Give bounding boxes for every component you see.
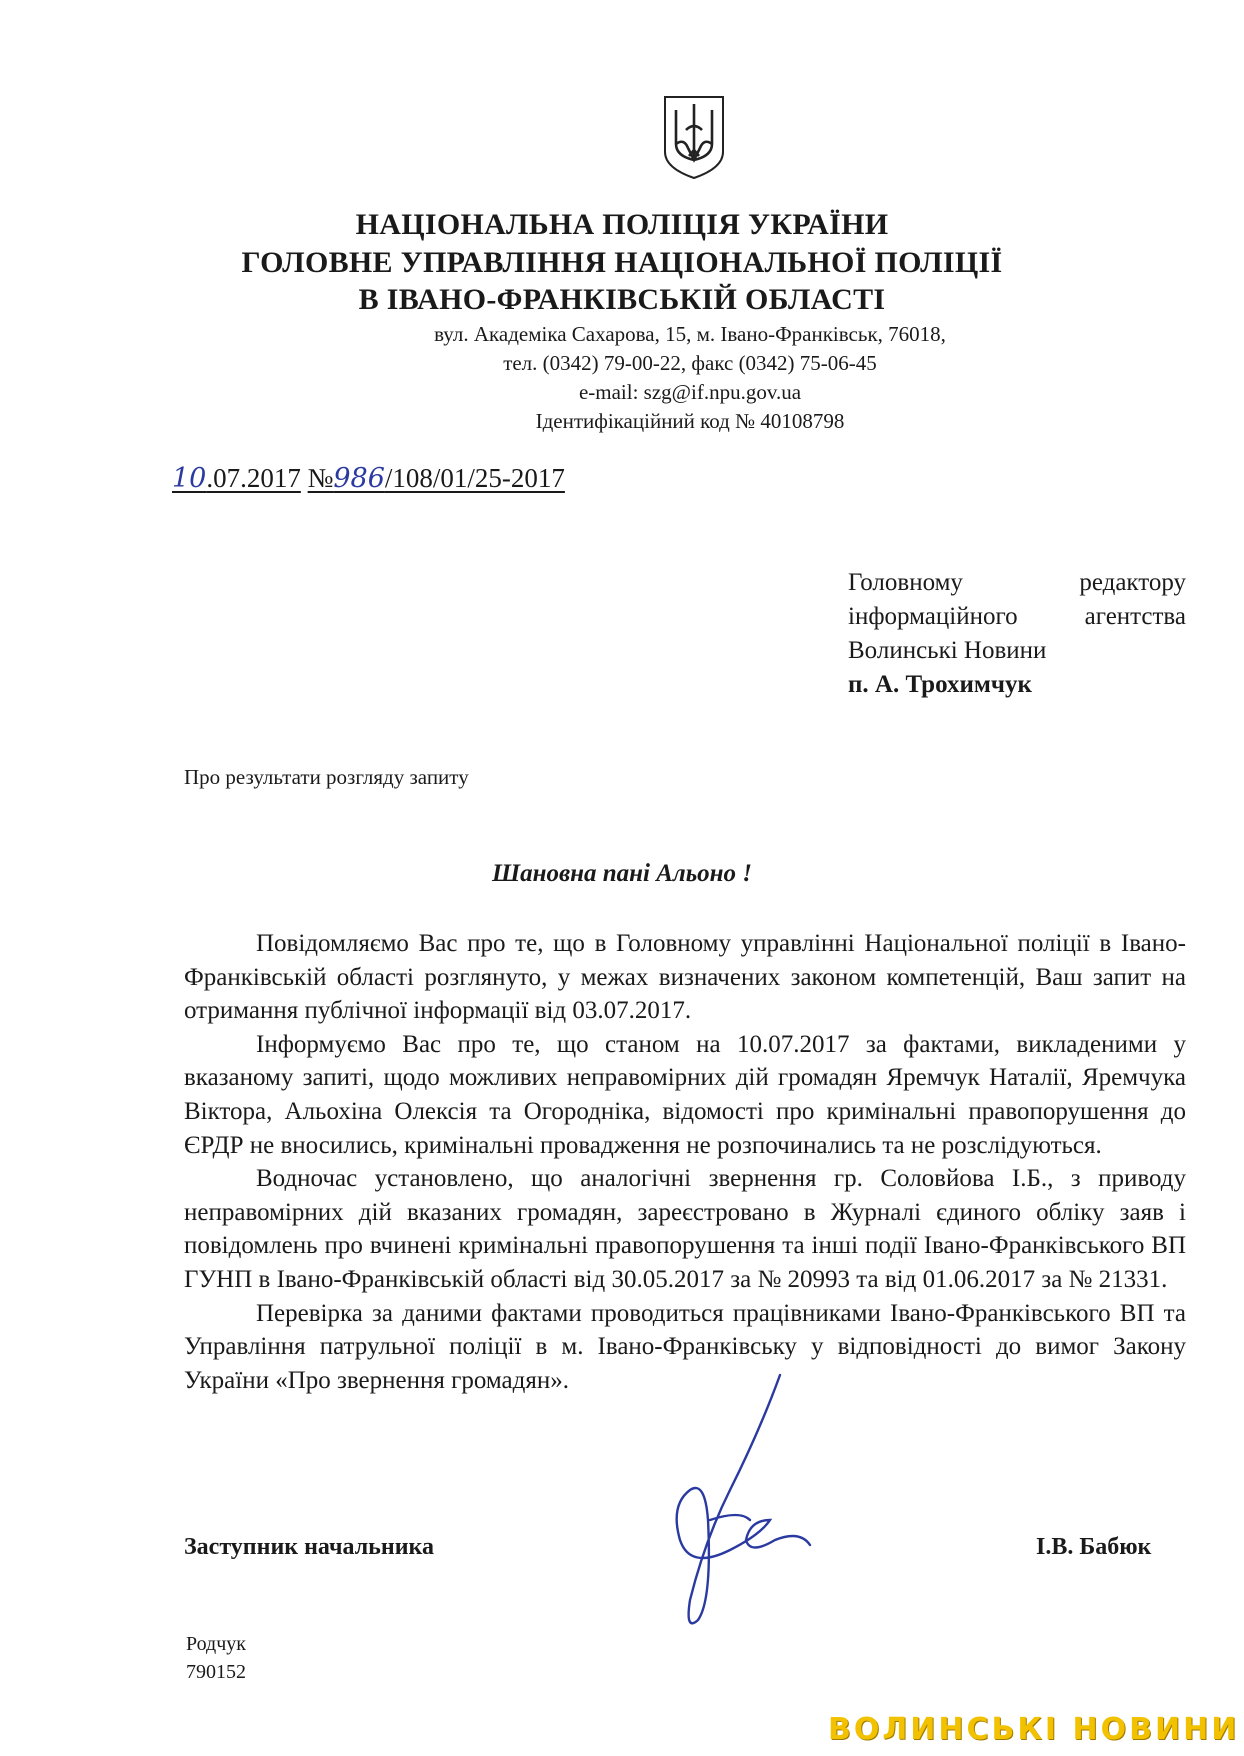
signatory-title: Заступник начальника — [184, 1534, 434, 1560]
org-name-line-1: НАЦІОНАЛЬНА ПОЛІЦІЯ УКРАЇНИ — [355, 208, 889, 241]
number-rest: /108/01/25-2017 — [384, 463, 565, 493]
recipient-line-2a: інформаційного — [848, 603, 1018, 630]
body-paragraph: Інформуємо Вас про те, що станом на 10.07.2017 за фактами, викладеними у вказаному запиті, щодо можливих неправомірних дій громадян Яремчук Наталії, Яремчука Віктора, Альохіна Олексія та Огородніка, відомості про кримінальні правопорушення до ЄРДР не вносились, кримінальні провадження не розпочинались та не розслідуються. — [184, 1030, 1186, 1159]
org-email: e-mail: szg@if.npu.gov.ua — [578, 380, 802, 404]
recipient-line-2b: агентства — [1084, 603, 1186, 630]
recipient-line-1b: редактору — [1079, 569, 1186, 596]
recipient-block — [848, 566, 1186, 702]
handwritten-signature-icon — [650, 1370, 830, 1640]
org-name-line-2: ГОЛОВНЕ УПРАВЛІННЯ НАЦІОНАЛЬНОЇ ПОЛІЦІЇ — [241, 246, 1003, 279]
body-paragraph: Повідомляємо Вас про те, що в Головному управлінні Національної поліції в Івано-Франківській області розглянуто, у межах визначених законом компетенцій, Ваш запит на отримання публічної інформації від 03.07.2017. — [184, 930, 1186, 1025]
handwritten-day: 10 — [172, 463, 207, 494]
watermark-logo: ВОЛИНСЬКІ НОВИНИ — [828, 1712, 1240, 1747]
number-sign: № — [307, 463, 334, 493]
coat-of-arms-trident-icon — [662, 94, 726, 180]
date-rest: .07.2017 — [206, 463, 301, 493]
signatory-name: І.В. Бабюк — [1036, 1534, 1152, 1560]
handwritten-number: 986 — [333, 463, 385, 494]
body-paragraph: Перевірка за даними фактами проводиться працівниками Івано-Франківського ВП та Управління патрульної поліції в м. Івано-Франківську у відповідності до вимог Закону України «Про звернення громадян». — [184, 1299, 1186, 1394]
executor-phone: 790152 — [186, 1661, 246, 1683]
executor-info — [186, 1630, 246, 1686]
reference-line — [172, 463, 565, 494]
recipient-line-3: Волинські Новини — [848, 637, 1047, 664]
org-phone: тел. (0342) 79-00-22, факс (0342) 75-06-45 — [503, 351, 877, 375]
recipient-line-1a: Головному — [848, 569, 963, 596]
body-paragraph: Водночас установлено, що аналогічні звернення гр. Соловйова І.Б., з приводу неправомірних дій вказаних громадян, зареєстровано в Журналі єдиного обліку заяв і повідомлень про вчинені кримінальні правопорушення та інші події Івано-Франківського ВП ГУНП в Івано-Франківській області від 30.05.2017 за № 20993 та від 01.06.2017 за № 21331. — [184, 1165, 1186, 1293]
subject-line: Про результати розгляду запиту — [184, 765, 469, 789]
executor-name: Родчук — [186, 1633, 246, 1655]
org-id-code: Ідентифікаційний код № 40108798 — [535, 409, 845, 433]
salutation: Шановна пані Альоно ! — [491, 860, 753, 887]
recipient-name: п. А. Трохимчук — [848, 671, 1032, 698]
org-name-line-3: В ІВАНО-ФРАНКІВСЬКІЙ ОБЛАСТІ — [358, 283, 886, 316]
org-address: вул. Академіка Сахарова, 15, м. Івано-Франківськ, 76018, — [434, 322, 946, 346]
letter-body — [184, 927, 1186, 1397]
